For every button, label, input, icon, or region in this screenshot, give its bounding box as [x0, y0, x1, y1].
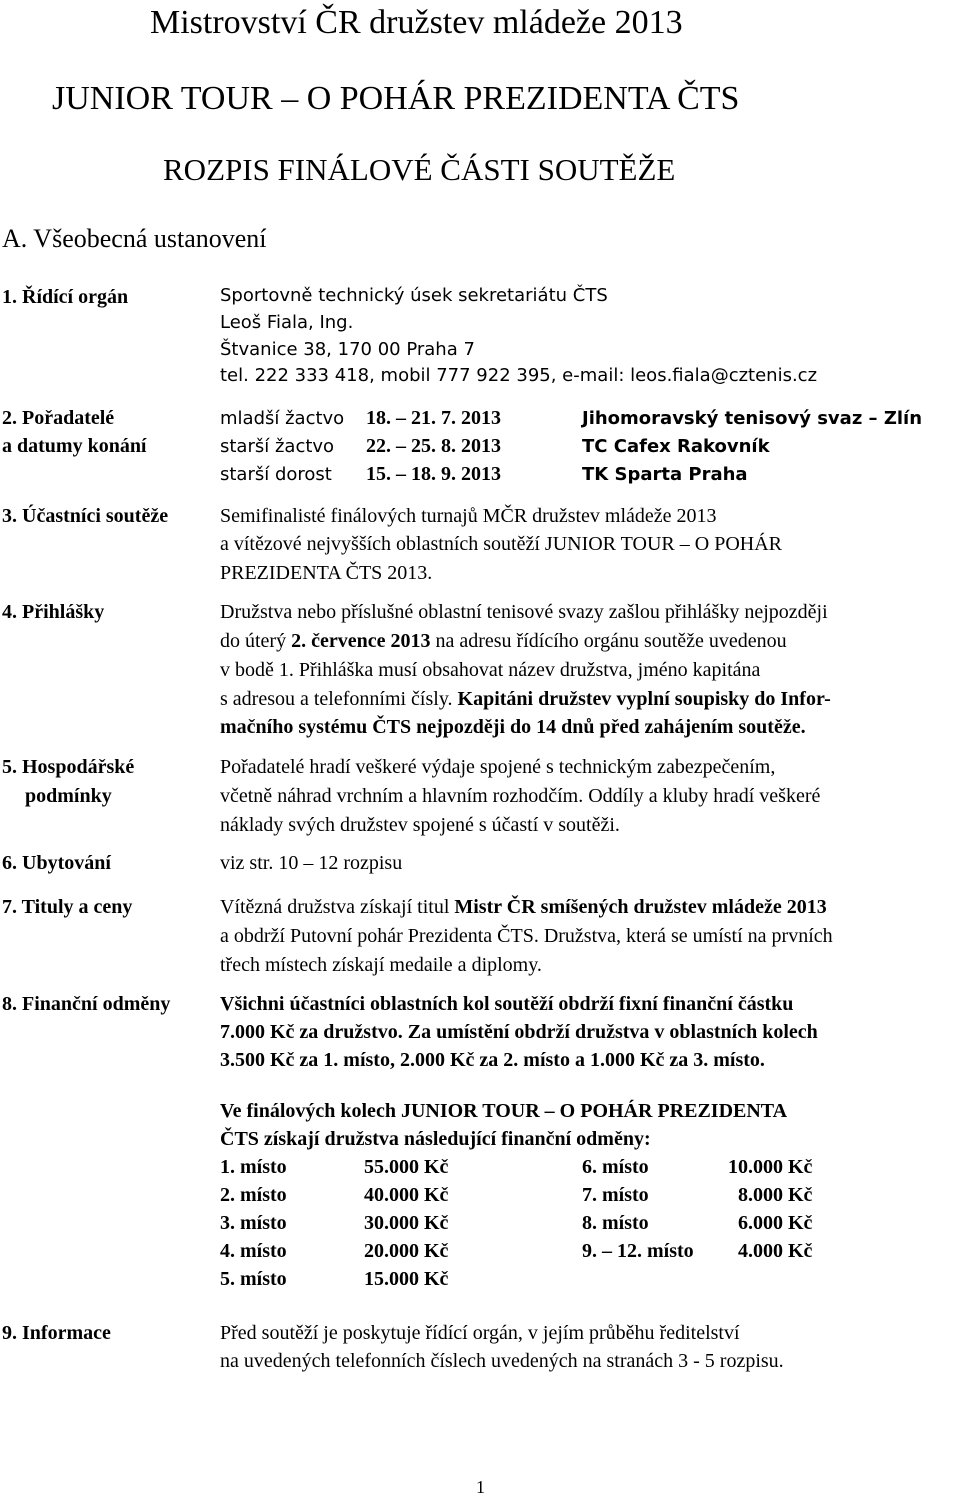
prize-place: 3. místo: [220, 1212, 287, 1234]
s9-line: na uvedených telefonních číslech uvedených na stranách 3 - 5 rozpisu.: [220, 1350, 784, 1372]
s2-organizer: TK Sparta Praha: [582, 464, 748, 485]
s5-line: včetně náhrad vrchním a hlavním rozhodčím. Oddíly a kluby hradí veškeré: [220, 785, 821, 807]
s2-category: starší žactvo: [220, 436, 335, 457]
s8-final-intro: ČTS získají družstva následující finanční odměny:: [220, 1128, 651, 1150]
prize-place: 2. místo: [220, 1184, 287, 1206]
s2-organizer: Jihomoravský tenisový svaz – Zlín: [582, 408, 923, 429]
prize-amount: 8.000 Kč: [738, 1184, 813, 1206]
s8-line: Všichni účastníci oblastních kol soutěží obdrží fixní finanční částku: [220, 993, 794, 1015]
prize-amount: 30.000 Kč: [364, 1212, 449, 1234]
prize-amount: 15.000 Kč: [364, 1268, 449, 1290]
s4-line: do úterý 2. července 2013 na adresu řídícího orgánu soutěže uvedenou: [220, 630, 787, 652]
s5-label-line2: podmínky: [25, 785, 112, 807]
s2-category: starší dorost: [220, 464, 332, 485]
s2-date: 15. – 18. 9. 2013: [366, 463, 501, 485]
title-line-2: JUNIOR TOUR – O POHÁR PREZIDENTA ČTS: [52, 80, 740, 117]
s8-final-intro: Ve finálových kolech JUNIOR TOUR – O POHÁR PREZIDENTA: [220, 1100, 788, 1122]
s1-line: Leoš Fiala, Ing.: [220, 312, 354, 333]
s4-line: mačního systému ČTS nejpozději do 14 dnů před zahájením soutěže.: [220, 716, 806, 738]
prize-place: 8. místo: [582, 1212, 649, 1234]
s5-line: Pořadatelé hradí veškeré výdaje spojené s technickým zabezpečením,: [220, 756, 776, 778]
s9-label: 9. Informace: [2, 1322, 111, 1344]
prize-amount: 20.000 Kč: [364, 1240, 449, 1262]
s7-line: třech místech získají medaile a diplomy.: [220, 954, 542, 976]
prize-amount: 40.000 Kč: [364, 1184, 449, 1206]
s2-date: 22. – 25. 8. 2013: [366, 435, 501, 457]
s1-line: tel. 222 333 418, mobil 777 922 395, e-mail: leos.fiala@cztenis.cz: [220, 365, 818, 386]
s3-line: PREZIDENTA ČTS 2013.: [220, 562, 433, 584]
s7-line: Vítězná družstva získají titul Mistr ČR smíšených družstev mládeže 2013: [220, 896, 827, 918]
prize-amount: 6.000 Kč: [738, 1212, 813, 1234]
s2-organizer: TC Cafex Rakovník: [582, 436, 770, 457]
s3-line: a vítězové nejvyšších oblastních soutěží JUNIOR TOUR – O POHÁR: [220, 533, 782, 555]
prize-amount: 55.000 Kč: [364, 1156, 449, 1178]
s4-line: s adresou a telefonními čísly. Kapitáni družstev vyplní soupisky do Infor-: [220, 688, 831, 710]
s5-line: náklady svých družstev spojené s účastí v soutěži.: [220, 814, 620, 836]
s5-label-line1: 5. Hospodářské: [2, 756, 135, 778]
s4-line: v bodě 1. Přihláška musí obsahovat název družstva, jméno kapitána: [220, 659, 761, 681]
s8-line: 3.500 Kč za 1. místo, 2.000 Kč za 2. místo a 1.000 Kč za 3. místo.: [220, 1049, 765, 1071]
prize-place: 7. místo: [582, 1184, 649, 1206]
s1-line: Štvanice 38, 170 00 Praha 7: [220, 339, 475, 360]
s8-label: 8. Finanční odměny: [2, 993, 171, 1015]
s7-label: 7. Tituly a ceny: [2, 896, 133, 918]
s7-line: a obdrží Putovní pohár Prezidenta ČTS. Družstva, která se umístí na prvních: [220, 925, 833, 947]
prize-place: 5. místo: [220, 1268, 287, 1290]
s2-category: mladší žactvo: [220, 408, 345, 429]
s1-line: Sportovně technický úsek sekretariátu ČTS: [220, 285, 608, 306]
s4-label: 4. Přihlášky: [2, 601, 105, 623]
prize-place: 9. – 12. místo: [582, 1240, 694, 1262]
prize-amount: 10.000 Kč: [728, 1156, 813, 1178]
prize-amount: 4.000 Kč: [738, 1240, 813, 1262]
section-a-heading: A. Všeobecná ustanovení: [2, 224, 267, 253]
s2-label-line2: a datumy konání: [2, 435, 147, 457]
s3-label: 3. Účastníci soutěže: [2, 505, 169, 527]
s2-date: 18. – 21. 7. 2013: [366, 407, 501, 429]
prize-place: 6. místo: [582, 1156, 649, 1178]
prize-place: 4. místo: [220, 1240, 287, 1262]
s4-line: Družstva nebo příslušné oblastní tenisové svazy zašlou přihlášky nejpozději: [220, 601, 828, 623]
title-line-1: Mistrovství ČR družstev mládeže 2013: [150, 4, 683, 41]
s3-line: Semifinalisté finálových turnajů MČR družstev mládeže 2013: [220, 505, 717, 527]
s2-label-line1: 2. Pořadatelé: [2, 407, 115, 429]
page-number: 1: [476, 1477, 485, 1497]
s6-label: 6. Ubytování: [2, 852, 111, 874]
s6-text: viz str. 10 – 12 rozpisu: [220, 852, 403, 874]
s9-line: Před soutěží je poskytuje řídící orgán, v jejím průběhu ředitelství: [220, 1322, 740, 1344]
s8-line: 7.000 Kč za družstvo. Za umístění obdrží družstva v oblastních kolech: [220, 1021, 818, 1043]
prize-place: 1. místo: [220, 1156, 287, 1178]
s1-label: 1. Řídící orgán: [2, 286, 129, 308]
title-line-3: ROZPIS FINÁLOVÉ ČÁSTI SOUTĚŽE: [163, 152, 676, 187]
